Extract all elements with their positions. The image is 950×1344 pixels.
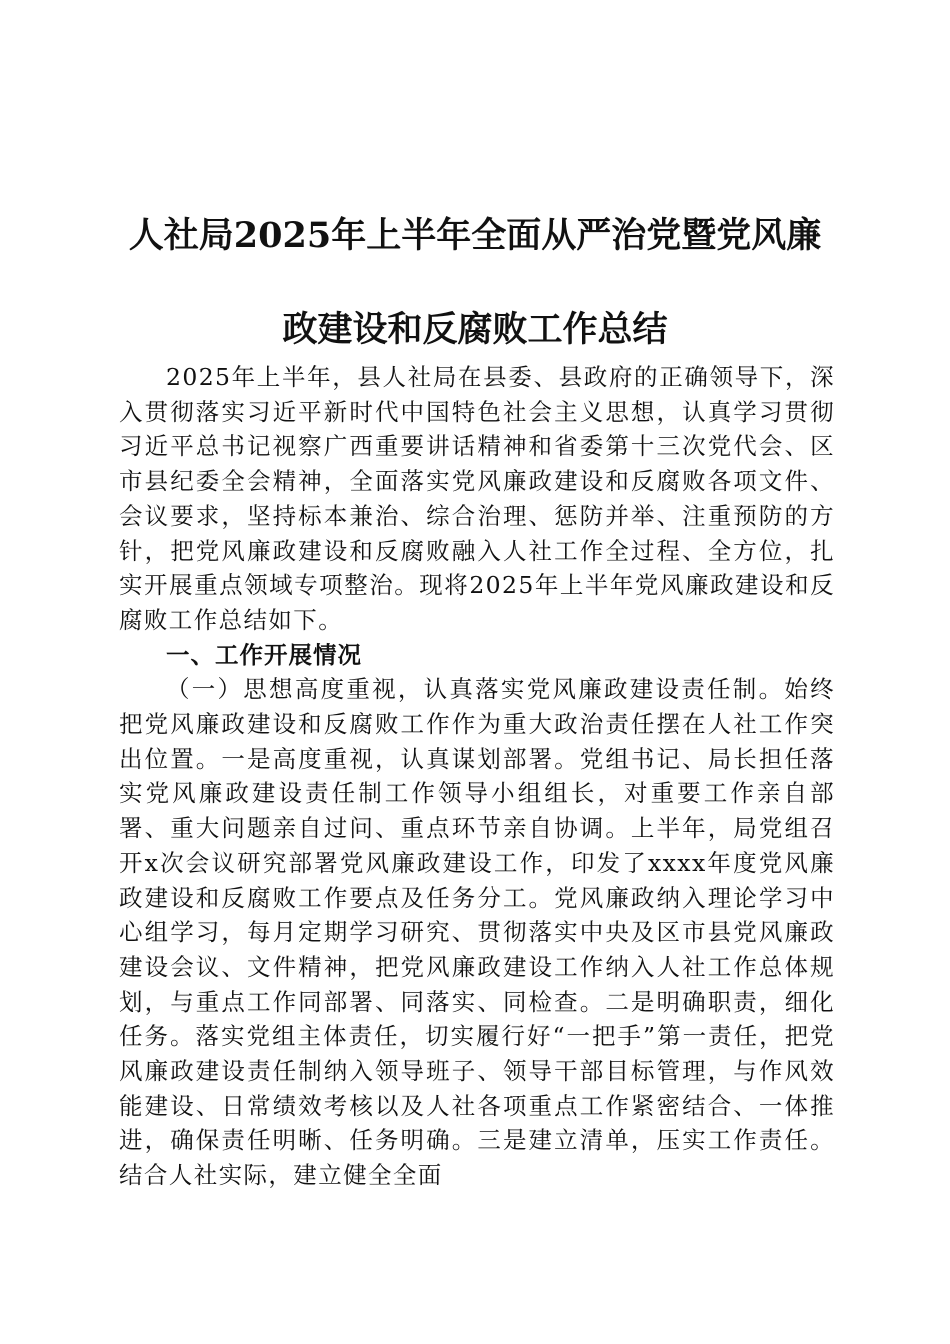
title-line-2: 政建设和反腐败工作总结 <box>282 309 668 351</box>
title-line-1: 人社局2025年上半年全面从严治党暨党风廉 <box>128 215 822 257</box>
document-title <box>100 189 850 377</box>
section-paragraph: （一）思想高度重视，认真落实党风廉政建设责任制。始终把党风廉政建设和反腐败工作作为重大政治责任摆在人社工作突出位置。一是高度重视，认真谋划部署。党组书记、局长担任落实党风廉政建设责任制工作领导小组组长，对重要工作亲自部署、重大问题亲自过问、重点环节亲自协调。上半年，局党组召开x次会议研究部署党风廉政建设工作，印发了xxxx年度党风廉政建设和反腐败工作要点及任务分工。党风廉政纳入理论学习中心组学习，每月定期学习研究、贯彻落实中央及区市县党风廉政建设会议、文件精神，把党风廉政建设工作纳入人社工作总体规划，与重点工作同部署、同落实、同检查。二是明确职责，细化任务。落实党组主体责任，切实履行好“一把手”第一责任，把党风廉政建设责任制纳入领导班子、领导干部目标管理，与作风效能建设、日常绩效考核以及人社各项重点工作紧密结合、一体推进，确保责任明晰、任务明确。三是建立清单，压实工作责任。结合人社实际，建立健全全面 <box>119 675 835 1190</box>
intro-paragraph: 2025年上半年，县人社局在县委、县政府的正确领导下，深入贯彻落实习近平新时代中国特色社会主义思想，认真学习贯彻习近平总书记视察广西重要讲话精神和省委第十三次党代会、区市县纪委全会精神，全面落实党风廉政建设和反腐败各项文件、会议要求，坚持标本兼治、综合治理、惩防并举、注重预防的方针，把党风廉政建设和反腐败融入人社工作全过程、全方位，扎实开展重点领域专项整治。现将2025年上半年党风廉政建设和反腐败工作总结如下。 <box>119 363 835 634</box>
document-body <box>119 360 835 1193</box>
section-heading: 一、工作开展情况 <box>166 640 362 669</box>
